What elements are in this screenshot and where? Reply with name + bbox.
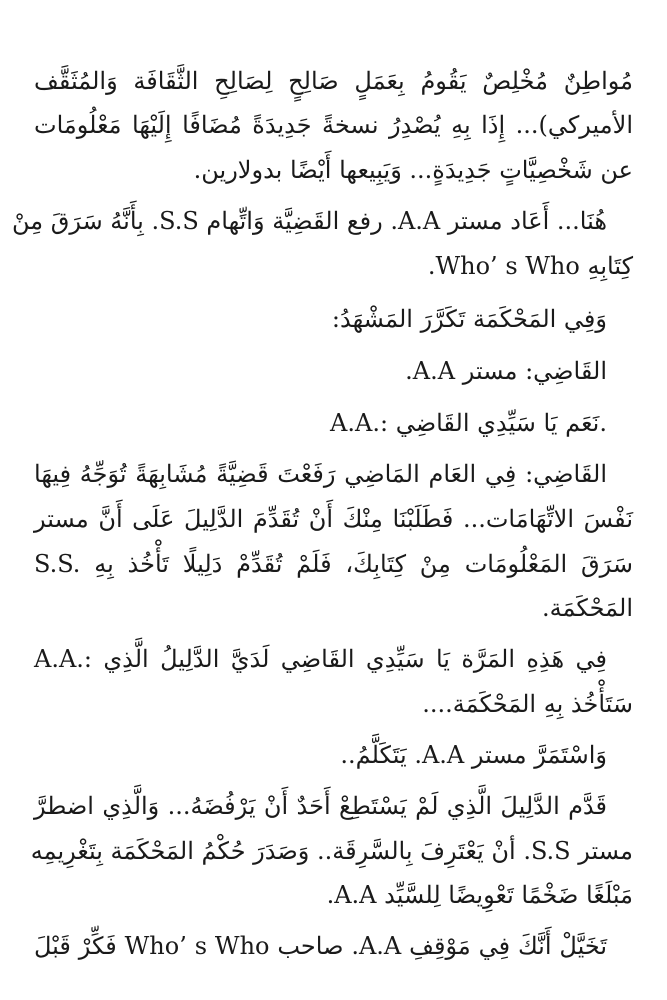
text-line: القَاضِي: فِي العَام المَاضِي رَفَعْتَ قَضِيَّةً مُشَابِهَةً تُوَجِّهُ فِيهَا (34, 460, 607, 488)
text-line: مُواطِنٌ مُخْلِصٌ يَقُومُ بِعَمَلٍ صَالِحٍ لِصَالِحِ الثَّقَافَة وَالمُثَقَّف (34, 67, 633, 95)
text-line: القَاضِي: مستر A.A. (405, 357, 607, 385)
text-line: وَاسْتَمَرَّ مستر A.A. يَتَكَلَّمُ.. (340, 741, 607, 769)
text-line: المَحْكَمَة. (542, 594, 633, 622)
text-line: مستر S.S. أنْ يَعْتَرِفَ بِالسَّرِقَة.. وَصَدَرَ حُكْمُ المَحْكَمَة بِتَغْرِيمِه (30, 837, 633, 865)
text-line: A.A.: فِي هَذِهِ المَرَّة يَا سَيِّدِي القَاضِي لَدَيَّ الدَّلِيلُ الَّذِي (34, 645, 607, 673)
text-line: A.A.: نَعَم يَا سَيِّدِي القَاضِي. (330, 409, 607, 437)
text-line: مَبْلَغًا ضَخْمًا تَعْوِيضًا لِلسَّيِّد A.A. (326, 881, 633, 909)
text-line: هُنَا... أَعَاد مستر A.A. رفع القَضِيَّة وَاتِّهام S.S. بِأَنَّهُ سَرَقَ مِنْ (11, 207, 607, 235)
text-line: كِتَابِهِ Who’ s Who. (427, 252, 633, 280)
text-line: الأميركي)... إِذَا بِهِ يُصْدِرُ نسخةً جَدِيدَةً مُضَافًا إِلَيْهَا مَعْلُومَات (34, 111, 633, 139)
text-line: سَتَأْخُذ بِهِ المَحْكَمَة.... (422, 690, 633, 718)
text-line: عن شَخْصِيَّاتٍ جَدِيدَةٍ... وَيَبِيعها أَيْضًا بدولارين. (193, 156, 633, 184)
text-line: وَفِي المَحْكَمَة تَكَرَّرَ المَشْهَدُ: (331, 305, 607, 333)
text-line: تَخَيَّلْ أَنَّكَ فِي مَوْقِفِ A.A. صاحب Who’ s Who فَكِّرْ قَبْلَ (34, 932, 607, 960)
text-line: قَدَّم الدَّلِيلَ الَّذِي لَمْ يَسْتَطِعْ أَحَدٌ أَنْ يَرْفُضَهُ... وَالَّذِي اضطرَّ (34, 792, 607, 820)
text-line: S.S. سَرَقَ المَعْلُومَات مِنْ كِتَابِكَ، فَلَمْ تُقَدِّمْ دَلِيلًا تَأْخُذ بِهِ (34, 550, 633, 578)
text-line: نَفْسَ الاتِّهَامَات... فَطَلَبْنَا مِنْكَ أَنْ تُقَدِّمَ الدَّلِيلَ عَلَى أَنَّ مستر (34, 505, 633, 533)
